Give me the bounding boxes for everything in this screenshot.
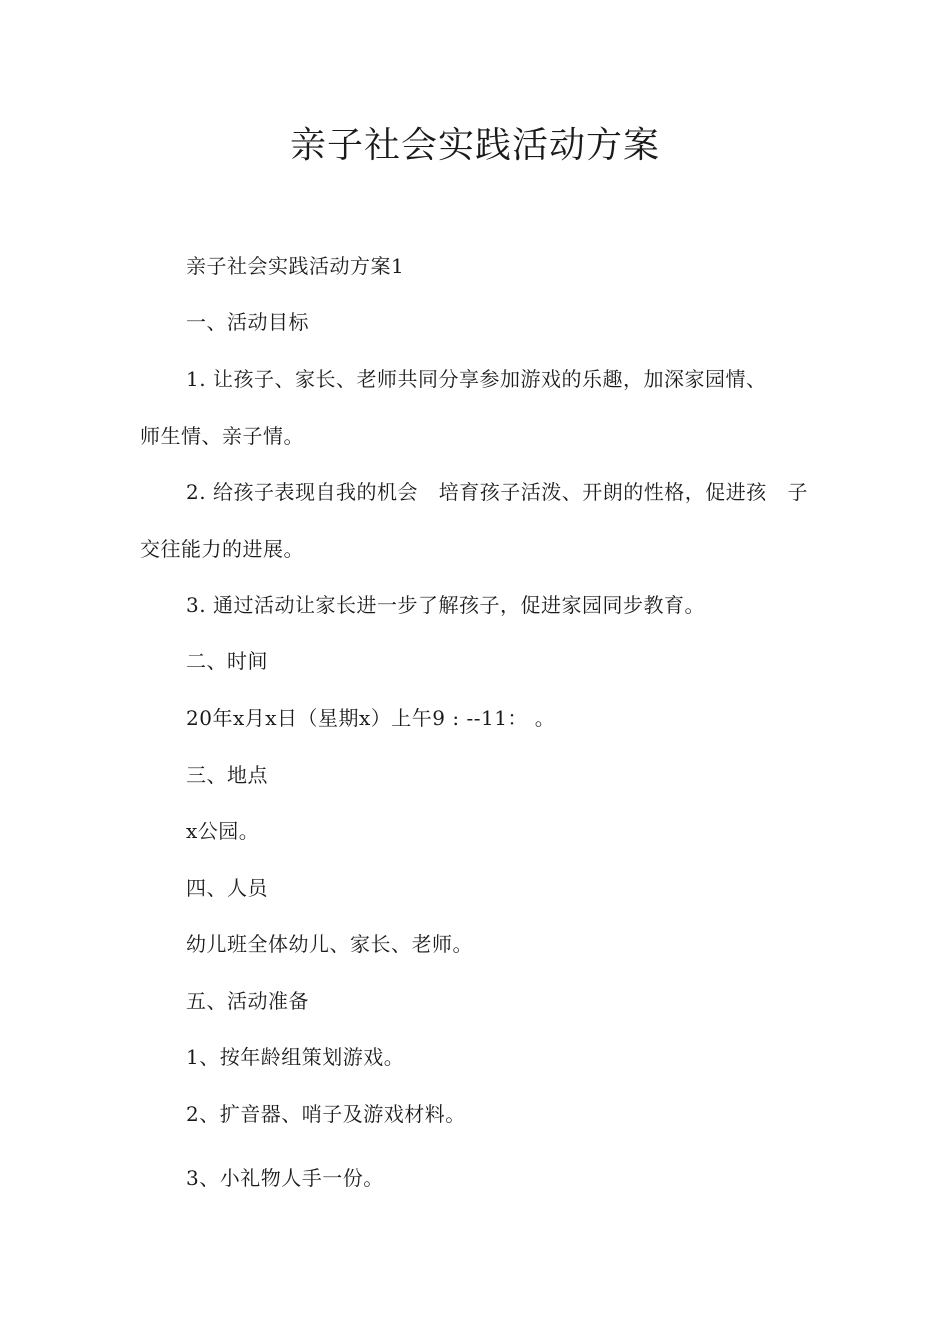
goal-2-line-1 [186, 477, 808, 507]
prep-heading: 五、活动准备 [186, 989, 309, 1013]
plan-subtitle: 亲子社会实践活动方案1 [186, 254, 405, 278]
time-value: 20年x月x日（星期x）上午9 : --11： 。 [186, 706, 556, 730]
place-value: x公园。 [186, 819, 260, 843]
goal-3: 3. 通过活动让家长进一步了解孩子，促进家园同步教育。 [186, 593, 705, 617]
goal-2-part-c: 子 [787, 480, 808, 504]
people-heading: 四、人员 [186, 876, 268, 900]
goal-2-part-a: 2. 给孩子表现自我的机会 [186, 480, 418, 504]
goal-2-line-2: 交往能力的进展。 [140, 537, 304, 561]
prep-item-1: 1、按年龄组策划游戏。 [186, 1045, 405, 1069]
time-heading: 二、时间 [186, 649, 268, 673]
goal-1-line-2: 师生情、亲子情。 [140, 424, 304, 448]
goal-1-line-1: 1. 让孩子、家长、老师共同分享参加游戏的乐趣，加深家园情、 [186, 367, 767, 391]
prep-item-3: 3、小礼物人手一份。 [186, 1166, 384, 1190]
goals-heading: 一、活动目标 [186, 310, 309, 334]
place-heading: 三、地点 [186, 763, 268, 787]
prep-item-2: 2、扩音器、哨子及游戏材料。 [186, 1102, 466, 1126]
document-title: 亲子社会实践活动方案 [289, 125, 660, 166]
people-value: 幼儿班全体幼儿、家长、老师。 [186, 932, 473, 956]
goal-2-part-b: 培育孩子活泼、开朗的性格，促进孩 [438, 480, 767, 504]
